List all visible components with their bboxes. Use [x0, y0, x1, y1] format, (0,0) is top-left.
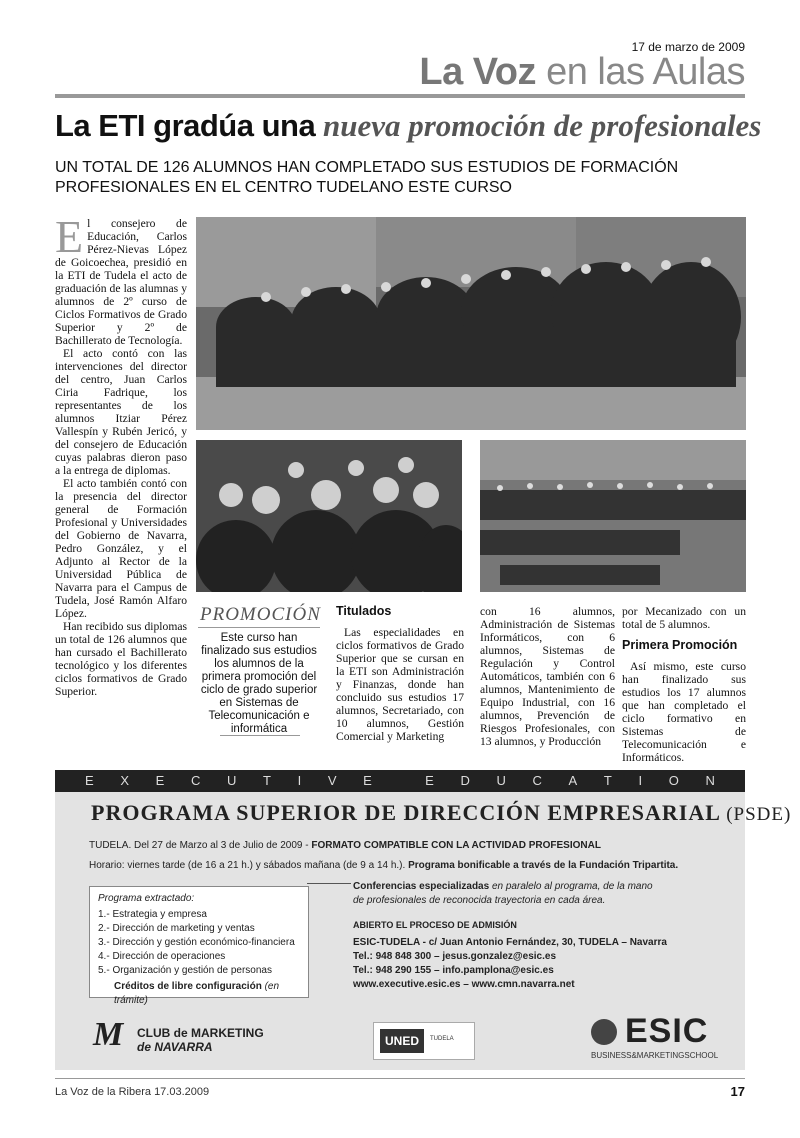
paragraph: El acto también contó con la presencia del director general de Formación Profesional y Universidades del Gobierno de Navarra, Pedro González, y el Adjunto al Rector de la Universidad Pública de Navarra para el Campus de Tudela, José Ramón Alfaro López. [55, 477, 187, 620]
page-number: 17 [730, 1084, 745, 1099]
program-item: 1.- Estrategia y empresa [98, 909, 207, 920]
bar-letter: E [85, 773, 94, 788]
ad-bonus: Programa bonificable a través de la Fundación Tripartita. [408, 860, 679, 871]
bar-letter: U [496, 773, 506, 788]
article-column-3 [336, 605, 464, 743]
credits-label: Créditos de libre configuración [114, 981, 262, 992]
esic-logo-text: ESIC [625, 1012, 709, 1050]
esic-seal-icon [591, 1019, 617, 1045]
promo-bottom-rule [220, 735, 300, 736]
article-column-4 [480, 605, 615, 748]
ad-schedule: Horario: viernes tarde (de 16 a 21 h.) y sábados mañana (de 9 a 14 h.). [89, 860, 409, 871]
footer-rule [55, 1078, 745, 1079]
bar-letter: O [668, 773, 679, 788]
conf-bold: Conferencias especializadas [353, 881, 490, 892]
paragraph: l consejero de Educación, Carlos Pérez-Nievas López de Goicoechea, presidió en la ETI de Tudela el acto de graduación de las alumnas y alumnos de 2º curso de Ciclos Formativos de Grado Superior y 2º de Bachillerato de Tecnología. [55, 217, 187, 347]
credits-note: (en trámite) [114, 981, 280, 1006]
program-item: 4.- Dirección de operaciones [98, 951, 226, 962]
executive-education-bar [55, 770, 745, 792]
program-item: 3.- Dirección y gestión económico-financiera [98, 937, 295, 948]
uned-logo [373, 1022, 475, 1060]
bar-letter: E [155, 773, 165, 788]
tel-2: Tel.: 948 290 155 – info.pamplona@esic.es [353, 965, 554, 976]
subhead: UN TOTAL DE 126 ALUMNOS HAN COMPLETADO SUS ESTUDIOS DE FORMACIÓN PROFESIONALES EN EL CENTRO TUDELANO ESTE CURSO [55, 159, 679, 196]
club-logo-line1: CLUB de MARKETING [137, 1026, 264, 1040]
admission-open: ABIERTO EL PROCESO DE ADMISIÓN [353, 920, 517, 930]
subtitle-titulados: Titulados [336, 604, 392, 618]
club-logo-line2: de NAVARRA [137, 1040, 213, 1054]
paragraph: Así mismo, este curso han finalizado sus estudios los 17 alumnos que han completado el ciclo formativo en Sistemas de Telecomunicación e Informáticos. [622, 660, 746, 764]
uned-logo-text: UNED [380, 1029, 424, 1053]
bar-letter: V [327, 773, 337, 788]
conf-rest: en paralelo al programa, de la mano [489, 881, 653, 892]
club-marketing-logo [93, 1012, 264, 1054]
issue-date: 17 de marzo de 2009 [631, 40, 745, 54]
ad-dates: TUDELA. Del 27 de Marzo al 3 de Julio de 2009 - [89, 840, 312, 851]
program-item: 2.- Dirección de marketing y ventas [98, 923, 255, 934]
bar-letter: I [297, 773, 302, 788]
section-title-bold: La Voz [419, 51, 537, 93]
program-item: 5.- Organización y gestión de personas [98, 965, 272, 976]
paragraph: Las especialidades en ciclos formativos de Grado Superior que se cursan en la ETI son Administración y Finanzas, donde han concluido sus estudios 17 alumnos, Secretariado, con 10 alumnos, Gestión Comercial y Marketing [336, 626, 464, 743]
bar-letter: I [638, 773, 643, 788]
promo-text: Este curso han finalizado sus estudios los alumnos de la primera promoción del ciclo de grado superior en Sistemas de Telecomunicación e informática [200, 632, 318, 735]
promo-title: PROMOCIÓN [200, 604, 321, 625]
group-photo [196, 217, 746, 430]
ad-title-abbr: (PSDE) [726, 804, 792, 825]
tel-1: Tel.: 948 848 300 – jesus.gonzalez@esic.es [353, 951, 557, 962]
article-column-1 [55, 211, 187, 698]
auditorium-photo [480, 440, 746, 592]
ad-title-main: PROGRAMA SUPERIOR DE DIRECCIÓN EMPRESARIAL [91, 800, 720, 825]
headline-part2: nueva promoción de profesionales [322, 108, 762, 143]
uned-logo-sub: TUDELA [430, 1036, 454, 1042]
program-items [98, 908, 308, 978]
footer-publication: La Voz de la Ribera 17.03.2009 [55, 1086, 210, 1098]
headline-part1: La ETI gradúa una [55, 108, 316, 143]
paragraph: Han recibido sus diplomas un total de 126 alumnos que han cursado el Bachillerato tecnológico y los diferentes ciclos formativos de Grado Superior. [55, 620, 187, 698]
ad-format: FORMATO COMPATIBLE CON LA ACTIVIDAD PROFESIONAL [311, 840, 601, 851]
bar-letter: A [568, 773, 578, 788]
header-rule [55, 94, 745, 98]
esic-logo-sub: BUSINESS&MARKETINGSCHOOL [591, 1051, 719, 1060]
paragraph: con 16 alumnos, Administración de Sistemas Informáticos, con 6 alumnos, Sistemas de Regulación y Control Automáticos, también con 6 alumnos, Mantenimiento de Equipo Industrial, con 16 alumnos, Prevención de Riesgos Profesionales, con 13 alumnos, y Producción [480, 605, 615, 748]
paragraph: por Mecanizado con un total de 5 alumnos. [622, 605, 746, 631]
bar-letter: T [263, 773, 271, 788]
program-credits [114, 980, 308, 1008]
ad-contact [353, 880, 733, 992]
bar-letter: C [532, 773, 542, 788]
club-logo-mark: M [93, 1016, 124, 1053]
bar-letter: N [705, 773, 715, 788]
ad-connector [307, 883, 351, 884]
promo-rule [198, 627, 320, 628]
ad-dates-line [89, 840, 601, 851]
section-title [419, 52, 745, 92]
advertisement [55, 770, 792, 1070]
program-box [89, 886, 309, 1006]
bar-letter: E [425, 773, 434, 788]
esic-logo [591, 1012, 751, 1065]
bar-letter: U [226, 773, 237, 788]
conferences-line1 [353, 880, 733, 894]
website: www.executive.esic.es – www.cmn.navarra.net [353, 979, 575, 990]
address: ESIC-TUDELA - c/ Juan Antonio Fernández, 30, TUDELA – Navarra [353, 937, 667, 948]
paragraph: El acto contó con las intervenciones del director del centro, Juan Carlos Ciria Fadrique, los representantes de los alumnos Itziar Pérez Vallespín y Rubén Jericó, y del consejero de Educación cuyas palabras dieron paso a la entrega de diplomas. [55, 347, 187, 477]
students-seated-photo [196, 440, 462, 592]
ad-schedule-line [89, 860, 678, 871]
conferences-line2: de profesionales de reconocida trayectoria en cada área. [353, 895, 606, 906]
bar-letter: T [603, 773, 612, 788]
bar-letter: E [363, 773, 372, 788]
bar-letter: C [190, 773, 201, 788]
dropcap: E [55, 211, 84, 262]
bar-letter: X [120, 773, 129, 788]
ad-title [91, 800, 791, 826]
subtitle-primera: Primera Promoción [622, 638, 738, 652]
article-column-5 [622, 605, 746, 764]
program-box-title: Programa extractado: [98, 893, 195, 904]
bar-letter: D [460, 773, 470, 788]
section-title-rest: en las Aulas [546, 51, 745, 93]
headline [55, 108, 761, 144]
